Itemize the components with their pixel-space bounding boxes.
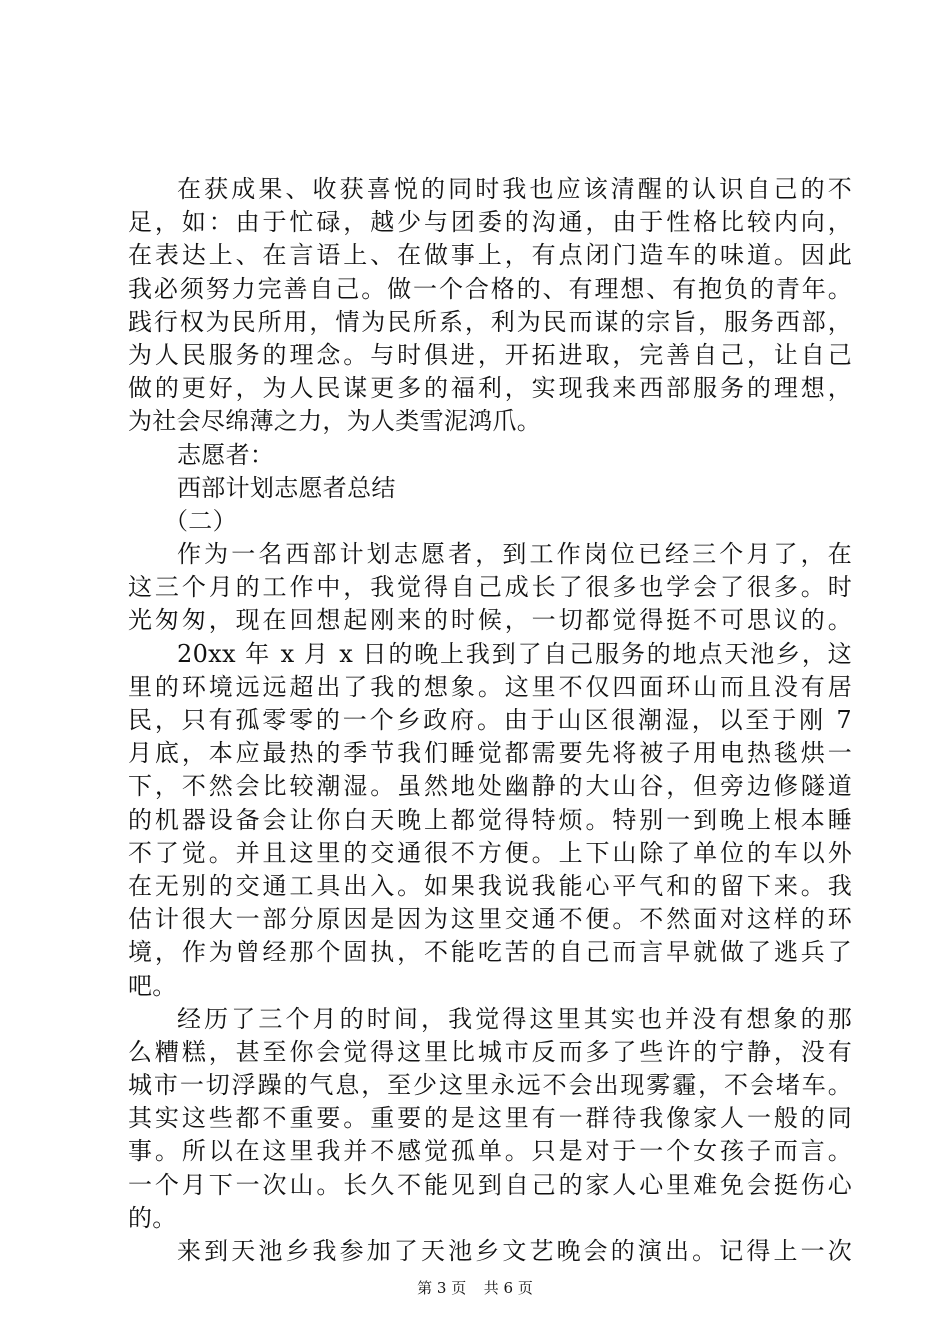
text-line: 做的更好，为人民谋更多的福利，实现我来西部服务的理想， [128, 374, 852, 403]
document-body [128, 173, 852, 1268]
text-line: 为人民服务的理念。与时俱进，开拓进取，完善自己，让自己 [128, 340, 852, 369]
page-total: 共 6 页 [483, 1279, 533, 1297]
section-number: （二） [164, 506, 237, 535]
text-line: 这三个月的工作中，我觉得自己成长了很多也学会了很多。时 [128, 573, 852, 602]
text-line: 在获成果、收获喜悦的同时我也应该清醒的认识自己的不 [177, 175, 852, 203]
text-line: 里的环境远远超出了我的想象。这里不仅四面环山而且没有居 [128, 672, 852, 701]
text-line: 吧。 [128, 971, 177, 1000]
text-line: 的。 [128, 1203, 177, 1232]
page-footer [0, 1278, 950, 1298]
text-line: 的机器设备会让你白天晚上都觉得特烦。特别一到晚上根本睡 [128, 805, 852, 834]
text-line: 一个月下一次山。长久不能见到自己的家人心里难免会挺伤心 [128, 1170, 852, 1199]
text-line: 估计很大一部分原因是因为这里交通不便。不然面对这样的环 [128, 905, 852, 934]
text-line: 光匆匆，现在回想起刚来的时候，一切都觉得挺不可思议的。 [128, 606, 852, 635]
text-line: 境，作为曾经那个固执，不能吃苦的自己而言早就做了逃兵了 [128, 938, 852, 967]
text-line: 作为一名西部计划志愿者，到工作岗位已经三个月了，在 [177, 540, 852, 569]
page-number: 第 3 页 [417, 1279, 467, 1297]
text-line: 20xx 年 x 月 x 日的晚上我到了自己服务的地点天池乡，这 [177, 639, 852, 668]
text-line: 在表达上、在言语上、在做事上，有点闭门造车的味道。因此 [128, 241, 852, 270]
text-line: 为社会尽绵薄之力，为人类雪泥鸿爪。 [128, 407, 542, 436]
text-line: 民，只有孤零零的一个乡政府。由于山区很潮湿，以至于刚 7 [128, 706, 852, 734]
text-line: 么糟糕，甚至你会觉得这里比城市反而多了些许的宁静，没有 [128, 1037, 852, 1066]
text-line: 月底，本应最热的季节我们睡觉都需要先将被子用电热毯烘一 [128, 739, 852, 768]
text-line: 城市一切浮躁的气息，至少这里永远不会出现雾霾，不会堵车。 [128, 1071, 852, 1100]
text-line: 下，不然会比较潮湿。虽然地处幽静的大山谷，但旁边修隧道 [128, 772, 852, 801]
text-line: 足，如：由于忙碌，越少与团委的沟通，由于性格比较内向， [128, 208, 852, 237]
text-line: 我必须努力完善自己。做一个合格的、有理想、有抱负的青年。 [128, 274, 852, 303]
text-line: 其实这些都不重要。重要的是这里有一群待我像家人一般的同 [128, 1104, 852, 1133]
signature-label: 志愿者： [177, 440, 275, 469]
text-line: 在无别的交通工具出入。如果我说我能心平气和的留下来。我 [128, 871, 852, 900]
section-title: 西部计划志愿者总结 [177, 473, 396, 502]
text-line: 践行权为民所用，情为民所系，利为民而谋的宗旨，服务西部， [128, 307, 852, 336]
text-line: 经历了三个月的时间，我觉得这里其实也并没有想象的那 [177, 1004, 852, 1033]
text-line: 来到天池乡我参加了天池乡文艺晚会的演出。记得上一次 [177, 1237, 852, 1265]
text-line: 不了觉。并且这里的交通很不方便。上下山除了单位的车以外 [128, 838, 852, 867]
text-line: 事。所以在这里我并不感觉孤单。只是对于一个女孩子而言。 [128, 1137, 852, 1166]
